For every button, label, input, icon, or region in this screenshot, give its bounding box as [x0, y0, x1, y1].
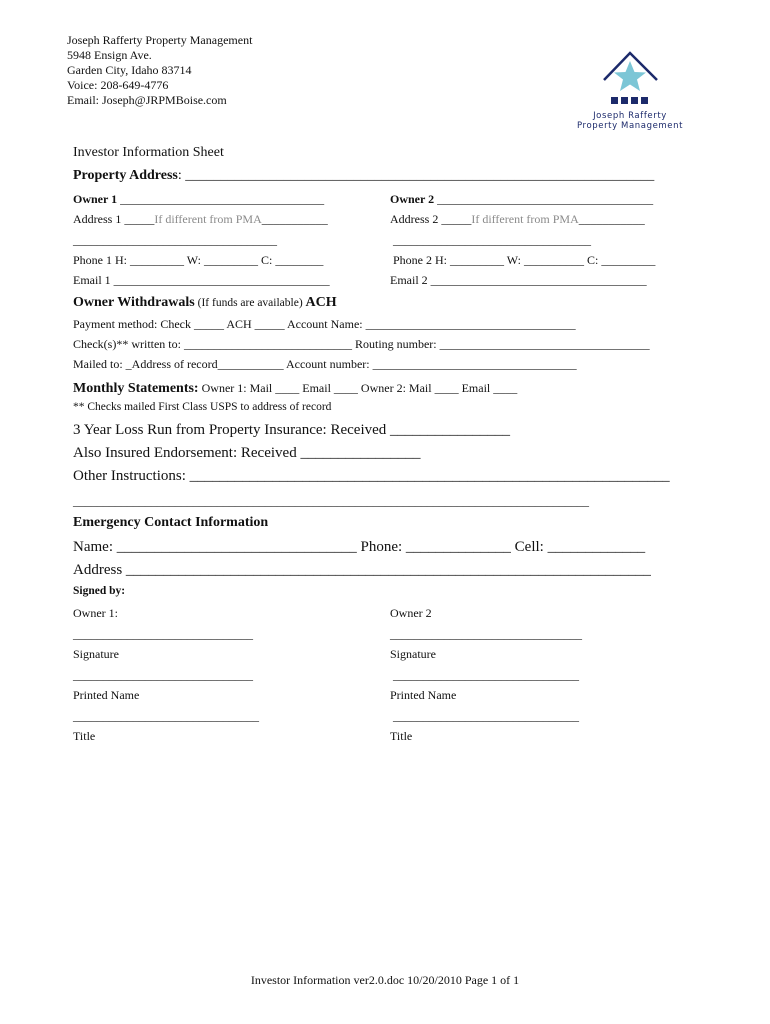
checks-written-field[interactable]: Check(s)** written to: ____________________________ Routing number: ___________________________________: [73, 337, 650, 351]
owner2-printed-name-caption: Printed Name: [390, 688, 457, 702]
property-address-field[interactable]: Property Address: ___________________________________________________________________: [73, 168, 655, 183]
owner2-field[interactable]: Owner 2 ____________________________________: [390, 192, 654, 206]
property-address-label: Property Address: [73, 168, 178, 183]
mailed-to-field[interactable]: Mailed to: _Address of record___________ Account number: __________________________________: [73, 357, 577, 371]
signed-by-label: Signed by:: [73, 585, 126, 597]
address2-field[interactable]: Address 2 _____If different from PMA___________: [390, 212, 645, 226]
withdrawals-heading: Owner Withdrawals (If funds are available) ACH: [73, 295, 337, 310]
address1-hint: If different from PMA: [154, 212, 262, 226]
owner2-title-line[interactable]: _______________________________: [390, 709, 579, 723]
page-title: Investor Information Sheet: [73, 145, 224, 160]
owner2-label: Owner 2: [390, 192, 435, 206]
phone1-field[interactable]: Phone 1 H: _________ W: _________ C: ________: [73, 253, 324, 267]
company-voice: Voice: 208-649-4776: [67, 78, 169, 92]
owner1-signature-line[interactable]: ______________________________: [73, 627, 253, 641]
address1-field[interactable]: Address 1 _____If different from PMA___________: [73, 212, 328, 226]
address2-line2[interactable]: _________________________________: [393, 233, 591, 247]
emergency-name-phone-cell[interactable]: Name: ________________________________ Phone: ______________ Cell: _____________: [73, 539, 646, 555]
monthly-statements-label: Monthly Statements:: [73, 381, 199, 396]
owner1-field[interactable]: Owner 1 __________________________________: [73, 192, 325, 206]
owner2-title-caption: Title: [390, 729, 413, 743]
other-instructions-field[interactable]: Other Instructions: ________________________________________________________________: [73, 468, 670, 484]
loss-run-field[interactable]: 3 Year Loss Run from Property Insurance: Received ________________: [73, 422, 511, 438]
email1-field[interactable]: Email 1 ____________________________________: [73, 273, 330, 287]
emergency-contact-heading: Emergency Contact Information: [73, 515, 269, 530]
endorsement-field[interactable]: Also Insured Endorsement: Received ________________: [73, 445, 421, 461]
owner2-signature-caption: Signature: [390, 647, 436, 661]
owner1-title-line[interactable]: _______________________________: [73, 709, 259, 723]
logo-text-line2: Property Management: [576, 121, 684, 131]
owner1-sign-label: Owner 1:: [73, 606, 118, 620]
payment-method-field[interactable]: Payment method: Check _____ ACH _____ Account Name: ___________________________________: [73, 317, 576, 331]
owner2-sign-label: Owner 2: [390, 606, 432, 620]
company-city: Garden City, Idaho 83714: [67, 63, 192, 77]
address2-hint: If different from PMA: [471, 212, 579, 226]
other-instructions-line2[interactable]: ______________________________________________________________________________________: [73, 494, 589, 508]
property-address-line[interactable]: ___________________________________________________________________: [185, 168, 655, 183]
owner1-signature-caption: Signature: [73, 647, 119, 661]
address1-line2[interactable]: __________________________________: [73, 233, 277, 247]
owner1-printed-name-line[interactable]: ______________________________: [73, 668, 253, 682]
owner2-printed-name-line[interactable]: _______________________________: [390, 668, 579, 682]
emergency-address[interactable]: Address ______________________________________________________________________: [73, 562, 651, 578]
owner1-title-caption: Title: [73, 729, 96, 743]
ach-label: ACH: [305, 295, 337, 310]
checks-mailed-note: ** Checks mailed First Class USPS to address of record: [73, 401, 332, 413]
email2-field[interactable]: Email 2 ____________________________________: [390, 273, 647, 287]
monthly-statements-field[interactable]: Monthly Statements: Owner 1: Mail ____ Email ____ Owner 2: Mail ____ Email ____: [73, 381, 518, 396]
company-street: 5948 Ensign Ave.: [67, 48, 152, 62]
owner1-label: Owner 1: [73, 192, 118, 206]
phone2-field[interactable]: Phone 2 H: _________ W: __________ C: _________: [393, 253, 656, 267]
owner1-printed-name-caption: Printed Name: [73, 688, 140, 702]
logo-text-line1: Joseph Rafferty: [593, 111, 667, 121]
company-name: Joseph Rafferty Property Management: [67, 33, 253, 47]
page-footer: Investor Information ver2.0.doc 10/20/2010 Page 1 of 1: [250, 973, 520, 987]
company-email: Email: Joseph@JRPMBoise.com: [67, 93, 227, 107]
owner2-signature-line[interactable]: ________________________________: [390, 627, 582, 641]
logo-house-star-icon: [560, 48, 700, 110]
